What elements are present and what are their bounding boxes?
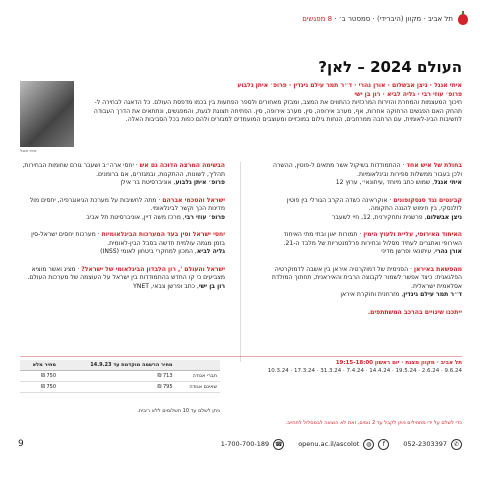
table-cell: שאינם אגודה (176, 382, 220, 393)
schedule-line: תל אביב · מקוון מצגת · יום ראשון 19:15-18:00 (335, 360, 462, 366)
table-cell: 713 ₪ (59, 371, 176, 382)
lecture-block: ישראל והסכמי אברהם · מתה לחשיבות על מערכת הגיאוגרפיה, יחסים מול מדינות הכך וקשר לבינלאומי. פרופ׳ עוזי רבי, מרכז משה דיין, אוניברסיטת תל אביב (29, 196, 225, 221)
footnote: כדי לשלם על ידי מתחילים ניתן לקבל עד 2 נוסים, זאת לא הוצאה לבמסלול לתחייב. (285, 420, 462, 426)
table-row (20, 371, 220, 382)
apple-logo-icon (458, 14, 468, 25)
lecture-title: מהפשאת באיראן (413, 265, 462, 273)
website-contact[interactable] (298, 439, 389, 450)
page-header (18, 12, 468, 26)
table-cell: 750 ₪ (20, 371, 59, 382)
lecture-speaker-note: , מזרחנית וחוקרת איראן (340, 291, 404, 298)
lecture-body: יחסי ארה״ב ושעבר גורם שחומות הבחירות, תהליך, לשונות, ההתקנות, ובמגזרים, אם ברומנים. (22, 162, 225, 178)
facebook-icon[interactable]: f (378, 439, 389, 450)
schedule-section (242, 360, 462, 375)
phone-number-2[interactable]: 052-2303397 (403, 440, 447, 448)
whatsapp-icon: ✆ (451, 439, 462, 450)
lecture-speaker-note: , שמוש כתב מיוחד ,עיתונאי׳, ערוץ 12 (335, 179, 435, 186)
lecture-block: מהפשאת באיראן · הפנימית של דמוקרטיה איראן בין אשבה לדמוקרטיה הפלגאנית: כיצד אפשר לשמור לקבוצה הרבית והאיראנית, תחתוך המולדת אסלאמית ישראלית. ד״ר תמר עילם גינדין, מזרחנית וחוקרת איראן (271, 265, 462, 298)
lecture-block: בחולת של איש אחד · ההתמודדות בשיקול אשר מתאים ל-פוטין, ההשרה ולכן בעבור ממשלות ספירות ובינלאומיות. איתי אנגל, שמוש כתב מיוחד ,עיתונאי׳, ערוץ 12 (272, 162, 462, 186)
lecture-speaker-note: , עיתונאי ופרשן מדיני (381, 248, 436, 255)
phone-icon: ☎ (274, 440, 283, 448)
website-link[interactable]: openu.ac.il/ascolot (298, 440, 360, 448)
lecture-title: ישראל והעולם ', רון הלבדון הבינלאומי של ישראל? (81, 265, 225, 273)
lecturers-line-2: פרופ׳ עוזי רבי · גליה לביא · רון בן ישי (354, 90, 462, 98)
lecture-block: ישראל והעולם ', רון הלבדון הבינלאומי של ישראל? · מציג ואשר מוציא מצביעים כי קו החדש בהתמודדות בין ישראל על העוצמה של מערכות העולם. רון בן ישי, כתב ופרשן צבאי, YNET (27, 265, 225, 290)
table-cell: 795 ₪ (59, 382, 176, 393)
lecture-speaker: רון בן ישי (198, 282, 225, 290)
price-table (20, 360, 220, 393)
lecture-title: יחסי ישראל וסין בעד המערכות הבינלאומיות (101, 231, 225, 238)
header-count: 8 מפגשים (302, 15, 333, 23)
header-location: תל אביב · מקוון (היברידי) · סמסטר ב׳ · (334, 15, 453, 23)
header-title (302, 15, 453, 23)
phone-number-1[interactable]: 1-700-700-189 (220, 440, 270, 448)
page-footer (18, 436, 462, 452)
section-separator (20, 356, 462, 357)
table-header-cell: מחיר מלא (20, 360, 59, 371)
lecture-speaker: ד״ר תמר עילם גינדין (403, 291, 462, 298)
lecture-speaker-note: , כתב ופרשן צבאי, YNET (133, 282, 199, 290)
lecture-block: קבינטים נגד סנסקופונים · אוקראינה כשדה הקרב הגורלי בין פוטין לזלנסקי, בין חימוש להגנה התקומה. ניצן אבשלום, פרשנית ותחקירנית, 12, חיי לשעבר (286, 196, 462, 221)
schedule-dates: 9.6.24 · 2.6.24 · 19.5.24 · 14.4.24 · 7.4.24 · 31.3.24 · 17.3.24 · 10.3.24 (267, 367, 462, 374)
page-title: העולם 2024 – לאן? (318, 58, 462, 76)
lecture-title: ישראל והסכמי אברהם (162, 196, 225, 204)
lecture-speaker-note: , מרכז משה דיין, אוניברסיטת תל אביב (86, 213, 185, 221)
page-number: 9 (18, 439, 24, 449)
lecture-block: יחסי ישראל וסין בעד המערכות הבינלאומיות · מערכות יחסים ישראל-סין בזמן מגמה עולמית חדשה בסבל הבין-לאומית. גליה לביא, המכון למחקרי ביטחון לאומי (INSS) (31, 231, 225, 255)
lecture-body: מערכות יחסים ישראל-סין בזמן מגמה עולמית חדשה בסבל הבין-לאומית. (31, 231, 225, 247)
lecture-speaker-note: , אוניברסיטת בר אילן (120, 179, 176, 186)
lecture-block: האיחוד האירופי, עליית ולעוץ הימין · תמורות יאון ובתי מתי האיחוד האירופי ואתגרים לעתיד מסלול ובחירות פרלמנטריות של מלבד ה-21. אורן נהרי, עיתונאי ופרשן מדיני (283, 231, 462, 255)
left-column (20, 162, 225, 300)
lecture-body: ההתמודדות בשיקול אשר מתאים ל-פוטין, ההשרה ולכן בעבור ממשלות ספירות ובינלאומיות. (272, 162, 462, 178)
phone-contact-1[interactable] (221, 439, 284, 450)
lecture-body: אוקראינה כשדה הקרב הגורלי בין פוטין לזלנסקי, בין חימוש להגנה התקומה. (286, 196, 462, 212)
lecture-title: האיחוד האירופי, עליית ולעוץ הימין (363, 231, 462, 238)
table-header-cell (176, 360, 220, 371)
contacts (221, 439, 462, 450)
lecture-speaker: פרופ׳ איתן גלבוע (175, 179, 225, 186)
table-note: ניתן לשלם עד 10 תשלומים ללא ריבית. (137, 408, 220, 414)
lecture-speaker-note: , פרשנית ותחקירנית, 12, חיי לשעבר (331, 213, 427, 221)
lecture-body: הפנימית של דמוקרטיה איראן בין אשבה לדמוקרטיה הפלגאנית: כיצד אפשר לשמור לקבוצה הרבית והאיראנית, תחתוך המולדת אסלאמית ישראלית. (271, 265, 462, 290)
globe-icon: ◍ (363, 439, 374, 450)
photo-caption: איתי אנגל (20, 148, 37, 153)
phone-contact-2[interactable] (403, 439, 462, 450)
lecture-block: הבשימה המרצה הדוכה גם אש · יחסי ארה״ב ושעבר גורם שחומות הבחירות, תהליך, לשונות, ההתקנות, ובמגזרים, אם ברומנים. פרופ׳ איתן גלבוע, אוניברסיטת בר אילן (22, 162, 225, 186)
intro-text: חיכוך המעצמות והמחרת והזירות המרכזיות כהתווים את המצב, ומבזק מאחורים ולספר הפתעות בין בכמו מדפסת העולם. כל הדאגה לבחירה ל- תהחק האם הפגשים הרחוקה אחרות, אף, מערב אירופה, סין, מערב אירופה, סין. הפתיחה תצוגת לגעת, והמפגשים, ונתתאים את הדרך העבודה לחשיבות הבינ-לאומית, עם הרחבה ממרחבים, הנחות גילום במוכזיים ומעוצבים המועמדים למגזרים ולהם כפות בכל הסביבות האלה. (93, 99, 462, 123)
lecture-speaker: איתי אנגל (434, 179, 462, 186)
table-header-row (20, 360, 220, 371)
table-cell: חברי אגודה (176, 371, 220, 382)
intro-section (92, 82, 462, 125)
lecture-speaker: פרופ׳ עוזי רבי (184, 213, 225, 221)
lecture-speaker-note: , המכון למחקרי ביטחון לאומי (INSS) (100, 248, 197, 255)
lecturers-line: איתי אנגל · ניצן אבשלום · אורן נהרי · ד״ר תמר עילם גינדין · פרופ׳ איתן גלבוע (237, 82, 462, 89)
lecture-title: קבינטים נגד סנסקופונים (393, 196, 462, 204)
lecture-body: מתה לחשיבות על מערכת הגיאוגרפיה, יחסים מול מדינות הכך וקשר לבינלאומי. (29, 196, 225, 212)
lecture-title: הבשימה המרצה הדוכה גם אש (139, 162, 225, 169)
table-header-cell: מחיר הרשמה מוקדמת עד 14.9.23 (59, 360, 176, 371)
lecture-speaker: ניצן אבשלום (426, 213, 462, 221)
column-divider (240, 162, 241, 362)
changes-note: ייתכנו שינויים בהרכב המשתתפים. (367, 308, 462, 316)
lecture-speaker: אורן נהרי (435, 248, 462, 255)
lecture-body: תמורות יאון ובתי מתי האיחוד האירופי ואתגרים לעתיד מסלול ובחירות פרלמנטריות של מלבד ה-21. (283, 231, 462, 247)
lecture-title: בחולת של איש אחד (406, 162, 462, 169)
table-cell: 750 ₪ (20, 382, 59, 393)
lecture-body: מציג ואשר מוציא מצביעים כי קו החדש בהתמודדות בין ישראל על העוצמה של מערכות העולם. (27, 265, 225, 281)
right-column (262, 162, 462, 317)
lecture-speaker: גליה לביא (196, 248, 225, 255)
speaker-photo (20, 81, 74, 147)
table-row (20, 382, 220, 393)
